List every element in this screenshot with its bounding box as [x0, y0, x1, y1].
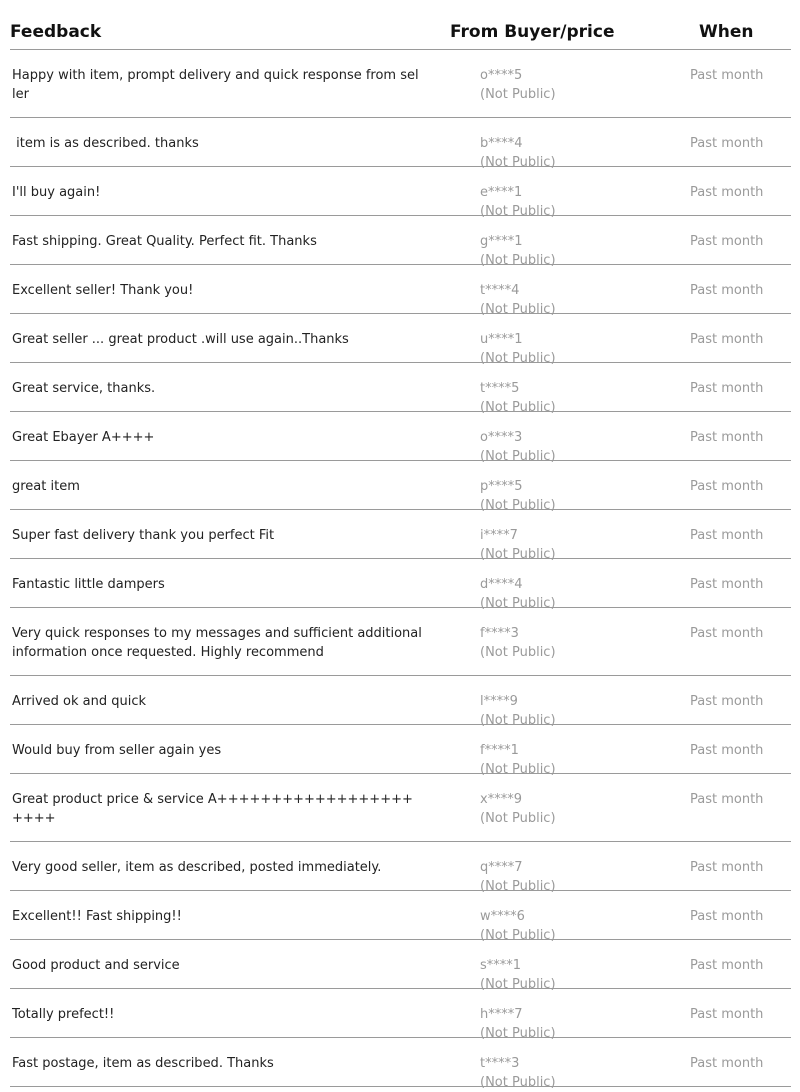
buyer-id: l****9	[480, 694, 518, 709]
feedback-when: Past month	[690, 792, 764, 807]
feedback-text: Great seller ... great product .will use again..Thanks	[12, 332, 349, 347]
feedback-text: Would buy from seller again yes	[12, 743, 222, 758]
table-row	[10, 774, 791, 842]
table-row	[10, 412, 791, 464]
feedback-when: Past month	[690, 479, 764, 494]
feedback-when: Past month	[690, 381, 764, 396]
feedback-when: Past month	[690, 743, 764, 758]
feedback-when: Past month	[690, 430, 764, 445]
buyer-id: p****5	[480, 479, 523, 494]
feedback-when: Past month	[690, 694, 764, 709]
buyer-visibility: (Not Public)	[480, 1075, 556, 1090]
table-row	[10, 167, 791, 219]
buyer-visibility: (Not Public)	[480, 547, 556, 562]
buyer-visibility: (Not Public)	[480, 449, 556, 464]
buyer-cell	[480, 790, 556, 828]
feedback-when: Past month	[690, 577, 764, 592]
buyer-id: b****4	[480, 136, 523, 151]
feedback-when: Past month	[690, 860, 764, 875]
feedback-when: Past month	[690, 332, 764, 347]
column-header-when: When	[699, 22, 754, 42]
table-row	[10, 461, 791, 513]
buyer-visibility: (Not Public)	[480, 400, 556, 415]
feedback-text: Great Ebayer A++++	[12, 430, 155, 445]
table-row	[10, 940, 791, 992]
buyer-visibility: (Not Public)	[480, 155, 556, 170]
buyer-id: d****4	[480, 577, 523, 592]
table-row	[10, 363, 791, 415]
buyer-cell	[480, 1054, 556, 1092]
buyer-id: x****9	[480, 792, 522, 807]
buyer-visibility: (Not Public)	[480, 204, 556, 219]
table-row	[10, 118, 791, 170]
feedback-text: Fast shipping. Great Quality. Perfect fit. Thanks	[12, 234, 317, 249]
buyer-visibility: (Not Public)	[480, 762, 556, 777]
buyer-id: t****5	[480, 381, 520, 396]
buyer-visibility: (Not Public)	[480, 977, 556, 992]
feedback-when: Past month	[690, 234, 764, 249]
feedback-text: Great product price & service A++++++++++++++++++++++	[12, 792, 413, 826]
feedback-text: Happy with item, prompt delivery and quick response from seller	[12, 68, 419, 102]
buyer-id: t****4	[480, 283, 520, 298]
feedback-text: Very quick responses to my messages and sufficient additional information once requested. Highly recommend	[12, 626, 427, 660]
buyer-visibility: (Not Public)	[480, 351, 556, 366]
table-row	[10, 314, 791, 366]
feedback-text: Totally prefect!!	[12, 1007, 115, 1022]
table-row	[10, 725, 791, 777]
buyer-id: o****3	[480, 430, 523, 445]
buyer-visibility: (Not Public)	[480, 302, 556, 317]
buyer-id: q****7	[480, 860, 523, 875]
buyer-cell	[480, 66, 556, 104]
table-row	[10, 676, 791, 728]
table-row	[10, 842, 791, 894]
feedback-text: Super fast delivery thank you perfect Fit	[12, 528, 275, 543]
table-row	[10, 50, 791, 118]
table-row	[10, 216, 791, 268]
buyer-visibility: (Not Public)	[480, 1026, 556, 1041]
feedback-when: Past month	[690, 136, 764, 151]
buyer-visibility: (Not Public)	[480, 253, 556, 268]
table-row	[10, 989, 791, 1041]
feedback-text: great item	[12, 479, 80, 494]
feedback-text: Very good seller, item as described, posted immediately.	[12, 860, 382, 875]
buyer-visibility: (Not Public)	[480, 498, 556, 513]
buyer-id: i****7	[480, 528, 518, 543]
feedback-text: I'll buy again!	[12, 185, 101, 200]
column-header-feedback: Feedback	[10, 22, 102, 42]
table-row	[10, 891, 791, 943]
column-header-from-buyer: From Buyer/price	[450, 22, 615, 42]
buyer-cell	[480, 624, 556, 662]
feedback-text: Excellent seller! Thank you!	[12, 283, 194, 298]
buyer-visibility: (Not Public)	[480, 879, 556, 894]
table-row	[10, 608, 791, 676]
feedback-table	[10, 0, 791, 1090]
buyer-id: h****7	[480, 1007, 523, 1022]
buyer-id: o****5	[480, 68, 523, 83]
feedback-text: Fantastic little dampers	[12, 577, 165, 592]
feedback-text: Fast postage, item as described. Thanks	[12, 1056, 274, 1071]
table-row	[10, 510, 791, 562]
table-header	[10, 0, 791, 50]
feedback-when: Past month	[690, 626, 764, 641]
buyer-id: g****1	[480, 234, 523, 249]
table-row	[10, 559, 791, 611]
feedback-text: Excellent!! Fast shipping!!	[12, 909, 182, 924]
feedback-when: Past month	[690, 909, 764, 924]
feedback-when: Past month	[690, 958, 764, 973]
feedback-when: Past month	[690, 185, 764, 200]
buyer-id: e****1	[480, 185, 523, 200]
table-row	[10, 1038, 791, 1090]
feedback-when: Past month	[690, 1056, 764, 1071]
feedback-when: Past month	[690, 68, 764, 83]
feedback-when: Past month	[690, 283, 764, 298]
buyer-visibility: (Not Public)	[480, 87, 556, 102]
buyer-visibility: (Not Public)	[480, 645, 556, 660]
buyer-visibility: (Not Public)	[480, 713, 556, 728]
feedback-text: Great service, thanks.	[12, 381, 156, 396]
feedback-text: Arrived ok and quick	[12, 694, 147, 709]
feedback-text: Good product and service	[12, 958, 180, 973]
buyer-id: t****3	[480, 1056, 520, 1071]
feedback-when: Past month	[690, 528, 764, 543]
buyer-id: w****6	[480, 909, 525, 924]
buyer-id: f****3	[480, 626, 519, 641]
buyer-visibility: (Not Public)	[480, 811, 556, 826]
feedback-when: Past month	[690, 1007, 764, 1022]
buyer-id: f****1	[480, 743, 519, 758]
buyer-visibility: (Not Public)	[480, 928, 556, 943]
buyer-id: s****1	[480, 958, 522, 973]
feedback-text: item is as described. thanks	[12, 136, 199, 151]
table-row	[10, 265, 791, 317]
buyer-id: u****1	[480, 332, 523, 347]
buyer-visibility: (Not Public)	[480, 596, 556, 611]
